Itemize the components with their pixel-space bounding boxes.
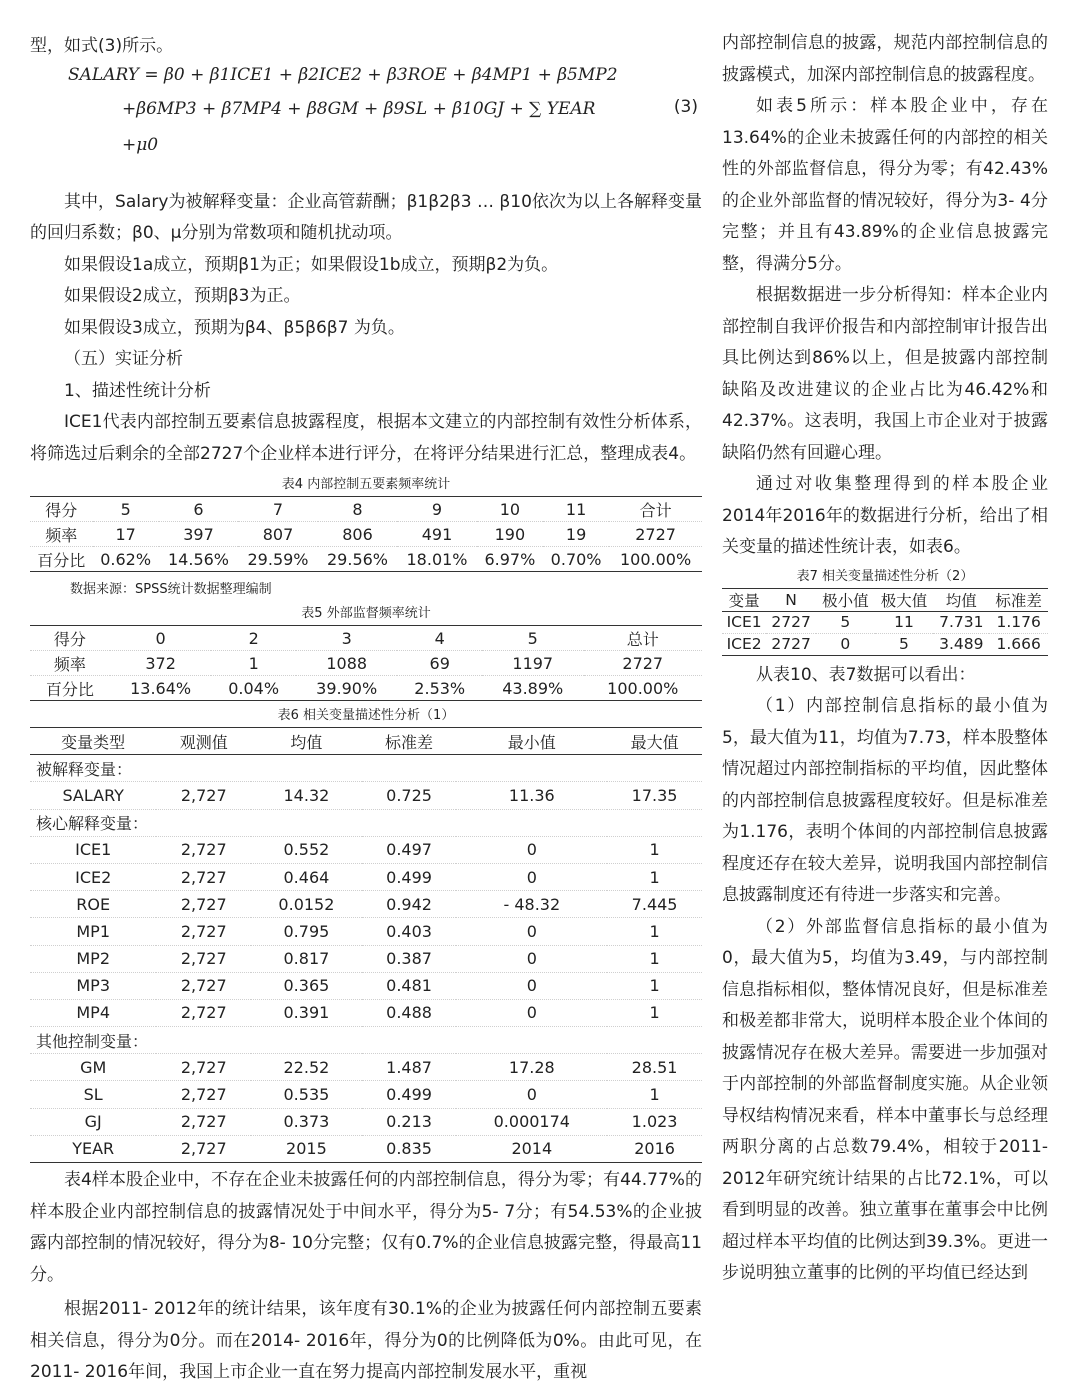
table-cell: 2 [211,626,296,651]
table-cell: 1 [211,651,296,676]
table-cell: 0.725 [362,782,457,809]
table-cell: 0 [456,863,607,890]
table-cell: 0.835 [362,1135,457,1162]
table-cell: 0.499 [362,1081,457,1108]
table-cell: 100.00% [609,547,702,572]
table-cell: 43.89% [482,676,584,701]
table-header-cell: N [766,588,816,611]
paragraph: 根据2011- 2012年的统计结果，该年度有30.1%的企业为披露任何内部控制五要素相关信息，得分为0分。而在2014- 2016年，得分为0的比例降低为0%。由此可见，在2011- 2016年间，我国上市企业一直在努力提高内部控制发展水平，重视 [30,1299,702,1382]
table-cell: 17 [93,522,159,547]
table4-caption: 表4 内部控制五要素频率统计 [281,477,451,492]
table-cell: 0 [456,945,607,972]
table-cell: 17.28 [456,1054,607,1081]
table-row [30,972,702,999]
table-header-cell: 极小值 [816,588,875,611]
table-cell: 0 [456,836,607,863]
table-cell: 0.942 [362,891,457,918]
table-cell: 0.373 [251,1108,362,1135]
table-cell: 0.213 [362,1108,457,1135]
table-cell: 1 [607,863,702,890]
formula-line-2: +β6MP3 + β7MP4 + β8GM + β9SL + β10GJ + ∑ YEAR [122,98,596,119]
table-cell: 1.176 [989,611,1048,633]
table-cell: 得分 [30,626,110,651]
table-row [30,522,702,547]
table-cell: 17.35 [607,782,702,809]
paragraph: 如表5所示：样本股企业中，存在13.64%的企业未披露任何的内部控的相关性的外部监督信息，得分为零；有42.43%的企业外部监督的情况较好，得分为3- 4分完整；并且有43.89%的企业信息披露完整，得满分5分。 [722,96,1048,274]
table-cell: 0.000174 [456,1108,607,1135]
table-cell: 397 [159,522,239,547]
table-cell: 1 [607,972,702,999]
table-row [30,651,702,676]
table-cell: 频率 [30,651,110,676]
table-cell: 0.387 [362,945,457,972]
table-header-cell: 均值 [933,588,989,611]
table-cell: 2,727 [156,863,251,890]
table-cell: SL [30,1081,156,1108]
table-cell: 1.023 [607,1108,702,1135]
table-cell: 2,727 [156,891,251,918]
table-cell: 2,727 [156,836,251,863]
table-cell: MP2 [30,945,156,972]
table-cell: 2727 [766,633,816,655]
group-row [30,755,702,782]
table-cell: 19 [543,522,609,547]
table-cell: 2,727 [156,1054,251,1081]
table6 [30,727,702,1163]
table4-source: 数据来源：SPSS统计数据整理编制 [70,582,272,597]
table-header-cell: 变量类型 [30,728,156,755]
table-cell: ICE1 [722,611,766,633]
table-row [30,497,702,522]
table7-caption: 表7 相关变量描述性分析（2） [796,568,974,584]
table-cell: - 48.32 [456,891,607,918]
table-cell: 5 [816,611,875,633]
table-cell: 6 [159,497,239,522]
table-row [30,547,702,572]
table-cell: MP4 [30,999,156,1026]
table-cell: 190 [477,522,543,547]
table-cell: 2016 [607,1135,702,1162]
table-row [30,863,702,890]
paragraph: 如果假设2成立，预期β3为正。 [64,286,301,306]
table4 [30,496,702,572]
table-cell: 13.64% [110,676,212,701]
table-cell: 百分比 [30,676,110,701]
table-cell: 0 [456,918,607,945]
table-cell: 5 [93,497,159,522]
table-cell: 0.365 [251,972,362,999]
table-cell: 14.56% [159,547,239,572]
table-header-cell: 最大值 [607,728,702,755]
table-cell: 3.489 [933,633,989,655]
table-cell: 7 [238,497,318,522]
table-header-cell: 最小值 [456,728,607,755]
table-cell: SALARY [30,782,156,809]
paragraph: 如果假设1a成立，预期β1为正；如果假设1b成立，预期β2为负。 [64,254,559,275]
table-cell: 0.481 [362,972,457,999]
table-cell: 1.487 [362,1054,457,1081]
paragraph: 内部控制信息的披露，规范内部控制信息的披露模式，加深内部控制信息的披露程度。 [722,33,1048,85]
table-cell: 6.97% [477,547,543,572]
table-row [30,891,702,918]
table-header-cell: 均值 [251,728,362,755]
table-cell: 11 [543,497,609,522]
table-cell: 0.499 [362,863,457,890]
table-cell: 2,727 [156,1135,251,1162]
table-cell: YEAR [30,1135,156,1162]
paragraph: 型，如式(3)所示。 [30,36,174,56]
table-cell: 39.90% [296,676,398,701]
paragraph: 表4样本股企业中，不存在企业未披露任何的内部控制信息，得分为零；有44.77%的样本股企业内部控制信息的披露情况处于中间水平，得分为5- 7分；有54.53%的企业披露内部控制的情况较好，得分为8- 10分完整；仅有0.7%的企业信息披露完整，得最高11分。 [30,1170,702,1285]
table-cell: 2727 [766,611,816,633]
table-header-row [722,588,1048,611]
table-cell: 百分比 [30,547,93,572]
table-row [30,626,702,651]
group-label: 核心解释变量： [30,809,702,836]
table-cell: 0.497 [362,836,457,863]
table-cell: 0.552 [251,836,362,863]
table-cell: 2,727 [156,918,251,945]
table-cell: 491 [397,522,477,547]
table-row [30,918,702,945]
paragraph: （2）外部监督信息指标的最小值为0，最大值为5，均值为3.49，与内部控制信息指标相似，整体情况良好，但是标准差和极差都非常大，说明样本股企业个体间的披露情况存在极大差异。需要进一步加强对于内部控制的外部监督制度实施。从企业领导权结构情况来看，样本中董事长与总经理两职分离的占总数79.4%，相较于2011- 2012年研究统计结果的占比72.1%，可以看到明显的改善。独立董事在董事会中比例超过样本平均值的比例达到39.3%。更进一步说明独立董事的比例的平均值已经达到 [722,916,1049,1283]
table-cell: 0.391 [251,999,362,1026]
table-cell: 2014 [456,1135,607,1162]
table-cell: 0.464 [251,863,362,890]
table-row [30,945,702,972]
table-cell: 1 [607,945,702,972]
table-cell: 1197 [482,651,584,676]
table-cell: 18.01% [397,547,477,572]
table-cell: 总计 [584,626,703,651]
group-row [30,1027,702,1054]
table-cell: 0 [110,626,212,651]
paragraph: ICE1代表内部控制五要素信息披露程度，根据本文建立的内部控制有效性分析体系，将筛选过后剩余的全部2727个企业样本进行评分，在将评分结果进行汇总，整理成表4。 [30,412,702,464]
subsection-heading: 1、描述性统计分析 [64,380,211,401]
table-cell: 22.52 [251,1054,362,1081]
table-cell: 69 [397,651,482,676]
table-cell: 1 [607,1081,702,1108]
table-cell: MP3 [30,972,156,999]
table-cell: 0.04% [211,676,296,701]
table-cell: 4 [397,626,482,651]
table-cell: 3 [296,626,398,651]
table-cell: 0.70% [543,547,609,572]
table-row [30,1081,702,1108]
table-cell: 1088 [296,651,398,676]
table-header-cell: 变量 [722,588,766,611]
table-cell: 806 [318,522,398,547]
paragraph: 根据数据进一步分析得知：样本企业内部控制自我评价报告和内部控制审计报告出具比例达到86%以上，但是披露内部控制缺陷及改进建议的企业占比为46.42%和42.37%。这表明，我国上市企业对于披露缺陷仍然有回避心理。 [722,285,1048,463]
table-cell: 5 [875,633,934,655]
right-column [722,0,1048,1290]
table-row [30,782,702,809]
paragraph: 从表10、表7数据可以看出： [756,664,976,685]
table-row [30,1108,702,1135]
table-cell: 2,727 [156,782,251,809]
table-cell: GM [30,1054,156,1081]
regression-formula [30,63,702,187]
paragraph: 通过对收集整理得到的样本股企业2014年2016年的数据进行分析，给出了相关变量的描述性统计表，如表6。 [722,474,1048,557]
table-cell: 0.535 [251,1081,362,1108]
table-row [30,836,702,863]
table-cell: 1 [607,918,702,945]
table-row [30,676,702,701]
paragraph: 如果假设3成立，预期为β4、β5β6β7 为负。 [64,317,405,338]
table5 [30,625,702,701]
table-cell: 5 [482,626,584,651]
left-column [30,0,702,1389]
table-cell: 2.53% [397,676,482,701]
table-cell: 807 [238,522,318,547]
table-cell: 2727 [609,522,702,547]
table-cell: 29.56% [318,547,398,572]
table-cell: 1 [607,836,702,863]
table-cell: 0 [456,999,607,1026]
group-label: 被解释变量： [30,755,702,782]
table-cell: 372 [110,651,212,676]
table-cell: ICE1 [30,836,156,863]
table-cell: 2727 [584,651,703,676]
table-cell: 0 [456,1081,607,1108]
table-cell: ROE [30,891,156,918]
formula-line-1: SALARY = β0 + β1ICE1 + β2ICE2 + β3ROE + β4MP1 + β5MP2 [68,64,618,85]
table-cell: 2015 [251,1135,362,1162]
table5-caption: 表5 外部监督频率统计 [301,606,431,621]
table-header-cell: 标准差 [989,588,1048,611]
table-cell: 28.51 [607,1054,702,1081]
table-row [30,999,702,1026]
table-row [722,633,1048,655]
table-row [30,1054,702,1081]
paragraph: （1）内部控制信息指标的最小值为5，最大值为11，均值为7.73，样本股整体情况超过内部控制指标的平均值，因此整体的内部控制信息披露程度较好。但是标准差为1.176，表明个体间的内部控制信息披露程度还存在较大差异，说明我国内部控制信息披露制度还有待进一步落实和完善。 [722,696,1048,905]
table-cell: 1.666 [989,633,1048,655]
table-cell: 得分 [30,497,93,522]
table-cell: 0.403 [362,918,457,945]
table-cell: 1 [607,999,702,1026]
table-cell: 2,727 [156,1081,251,1108]
group-row [30,809,702,836]
table-cell: MP1 [30,918,156,945]
table-cell: 0.62% [93,547,159,572]
table-cell: ICE2 [30,863,156,890]
table-cell: 0.795 [251,918,362,945]
table-cell: 0 [456,972,607,999]
table-row [722,611,1048,633]
group-label: 其他控制变量： [30,1027,702,1054]
table-cell: 2,727 [156,972,251,999]
table-cell: 2,727 [156,999,251,1026]
table-header-cell: 观测值 [156,728,251,755]
table-cell: GJ [30,1108,156,1135]
table7 [722,588,1048,656]
table-cell: 0 [816,633,875,655]
table-cell: 频率 [30,522,93,547]
table-row [30,1135,702,1162]
table-cell: 2,727 [156,945,251,972]
table-cell: 合计 [609,497,702,522]
table-cell: 11 [875,611,934,633]
table6-caption: 表6 相关变量描述性分析（1） [277,708,455,723]
table-cell: 0.488 [362,999,457,1026]
table-cell: 8 [318,497,398,522]
paragraph: 其中，Salary为被解释变量：企业高管薪酬；β1β2β3 … β10依次为以上各解释变量的回归系数；β0、μ分别为常数项和随机扰动项。 [30,191,702,243]
section-heading: （五）实证分析 [64,349,183,369]
table-cell: 9 [397,497,477,522]
table-cell: 11.36 [456,782,607,809]
table-cell: 29.59% [238,547,318,572]
equation-number: (3) [673,96,698,117]
table-cell: 14.32 [251,782,362,809]
table-cell: 10 [477,497,543,522]
table-cell: 0.817 [251,945,362,972]
table-header-row [30,728,702,755]
table-header-cell: 极大值 [875,588,934,611]
table-cell: 100.00% [584,676,703,701]
formula-line-3: +μ0 [122,134,159,155]
table-cell: 2,727 [156,1108,251,1135]
table-header-cell: 标准差 [362,728,457,755]
table-cell: ICE2 [722,633,766,655]
table-cell: 0.0152 [251,891,362,918]
table-cell: 7.445 [607,891,702,918]
table-cell: 7.731 [933,611,989,633]
